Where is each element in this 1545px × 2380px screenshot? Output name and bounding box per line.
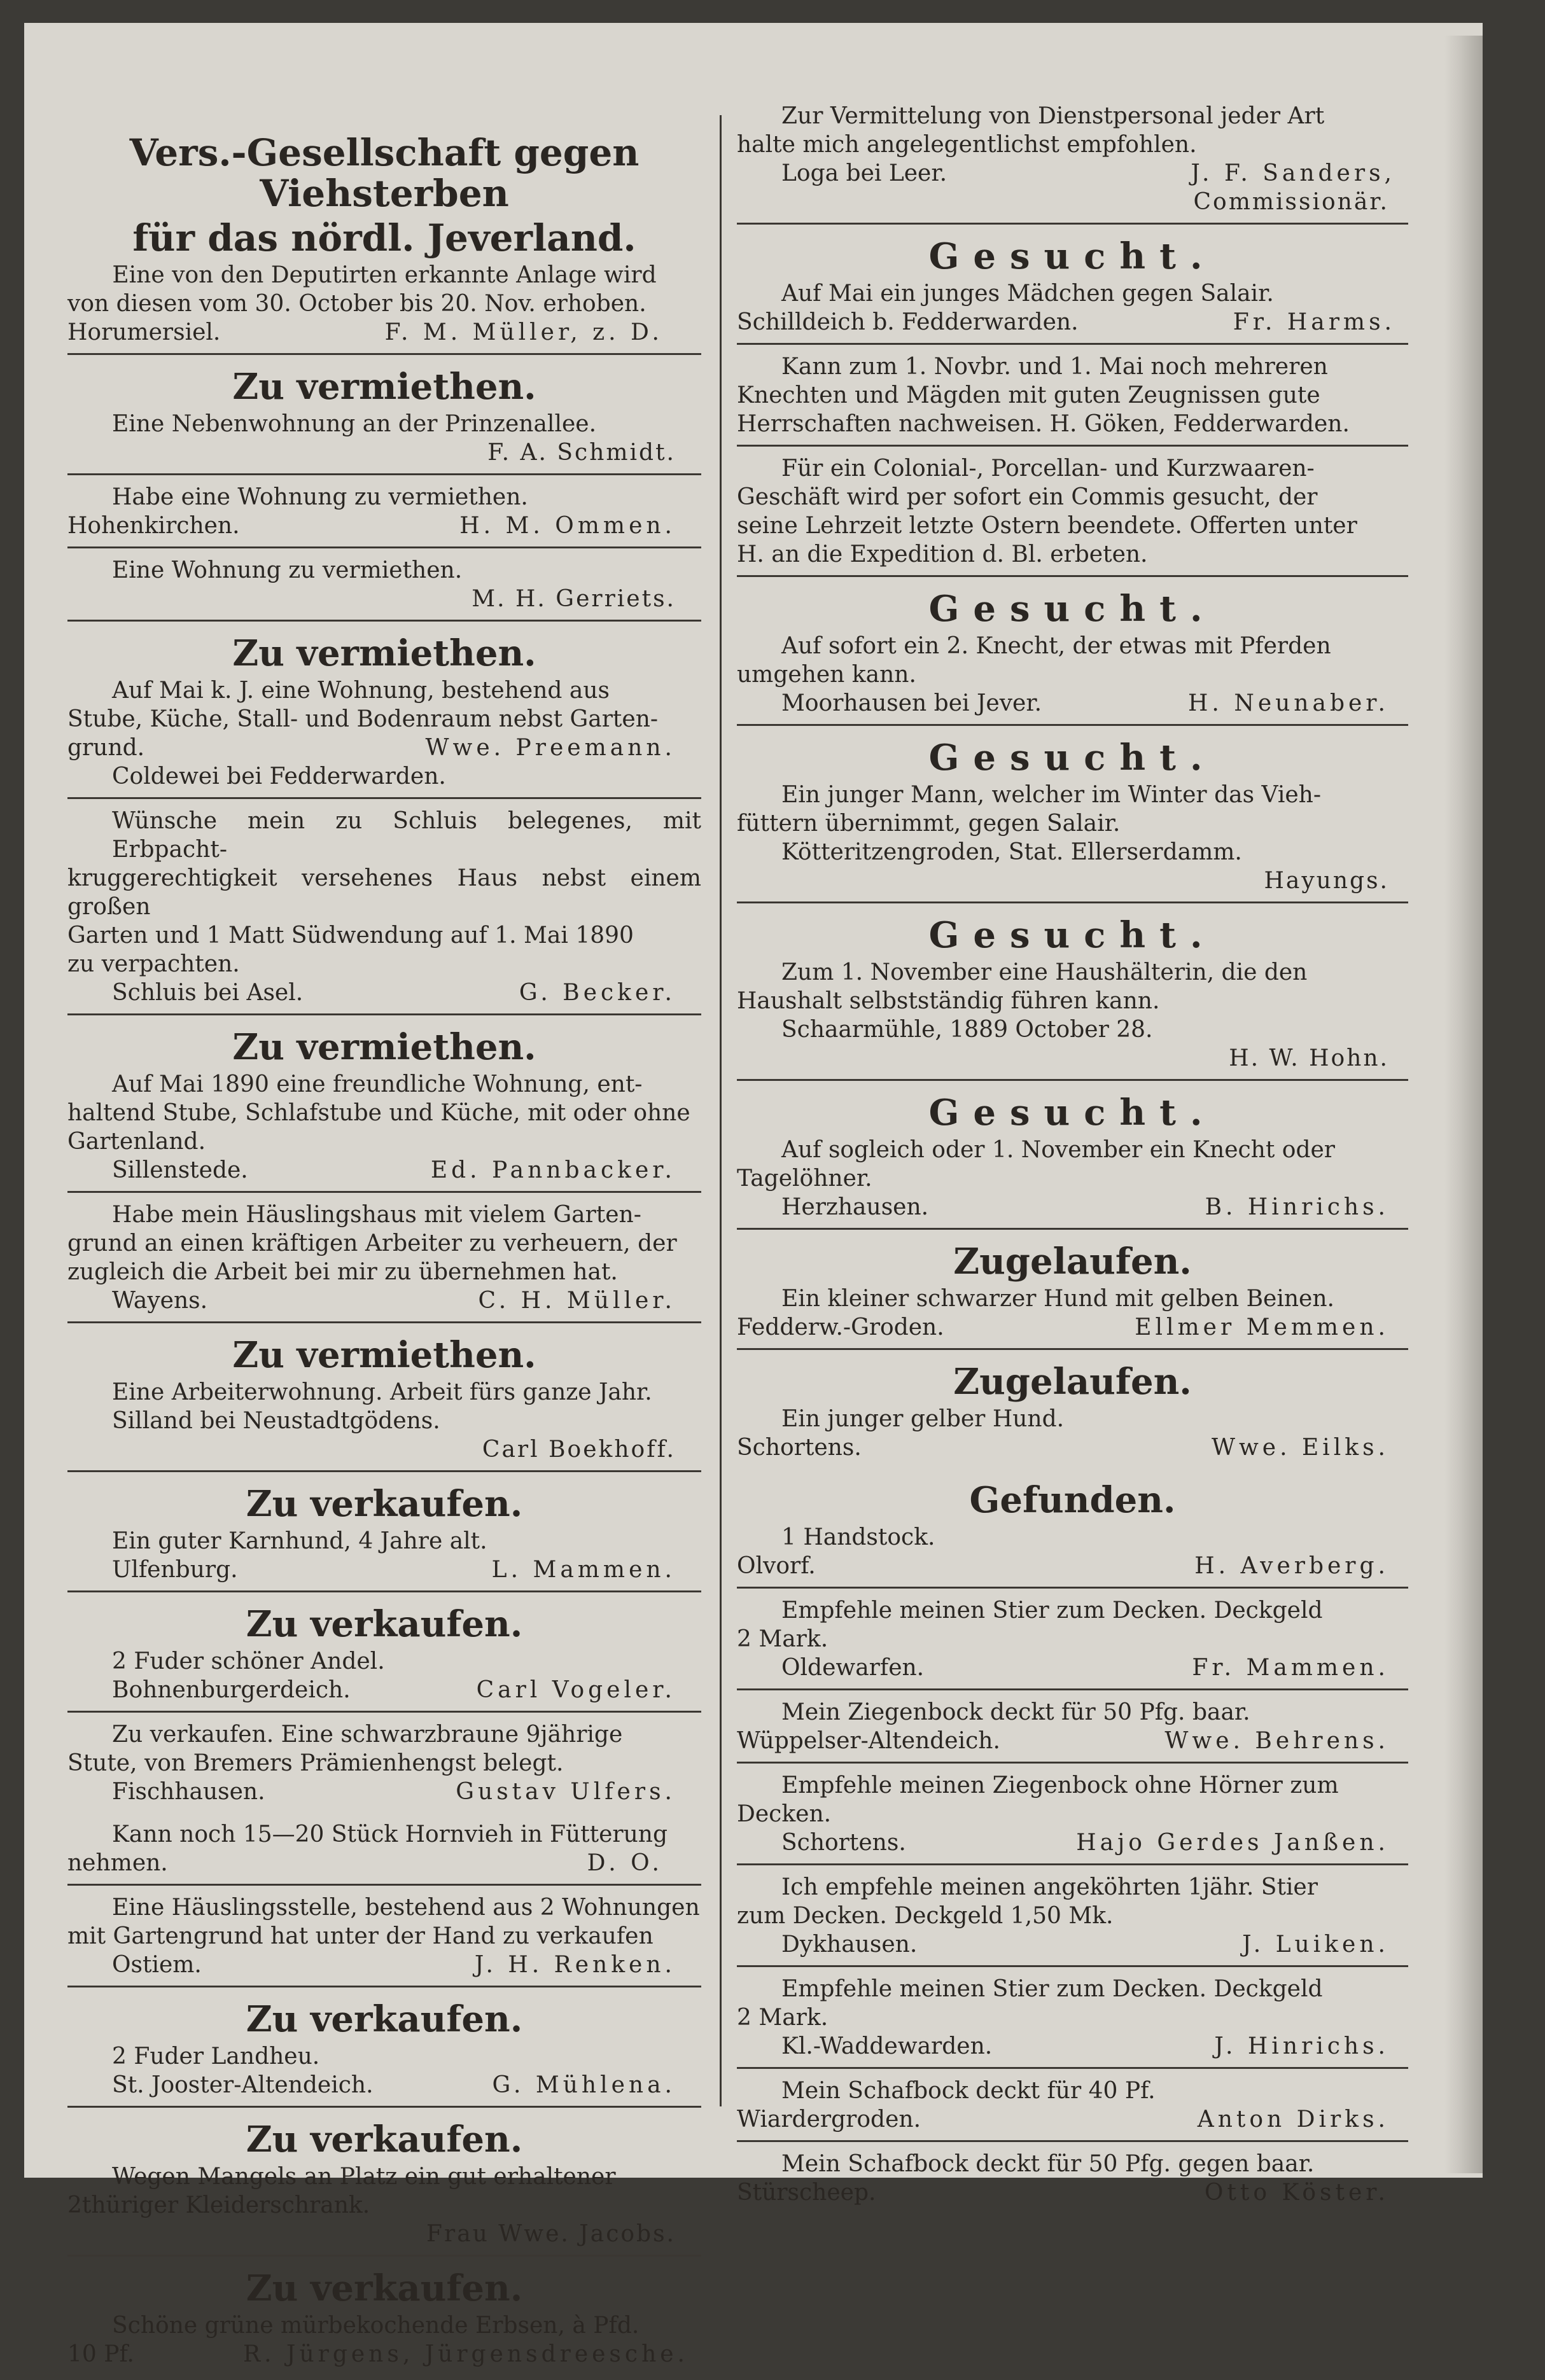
ad-name: Carl Vogeler.	[476, 1677, 676, 1703]
ad-place: Wiardergroden.	[737, 2106, 921, 2133]
ad-name: Fr. Harms.	[1233, 309, 1395, 335]
ad-place: Loga bei Leer.	[781, 160, 947, 186]
ad-name: H. Neunaber.	[1188, 690, 1389, 716]
ad-place: Silland bei Neustadtgödens.	[112, 1408, 440, 1434]
ad-text: Herrschaften nachweisen. H. Göken, Fedderwarden.	[737, 411, 1350, 437]
ad-signature-row	[737, 1828, 1408, 1857]
ad-place: Oldewarfen.	[781, 1655, 925, 1681]
ad-name: L. Mammen.	[491, 1557, 676, 1583]
ad-text: 2thüriger Kleiderschrank.	[67, 2192, 370, 2218]
ad-title: Commissionär.	[1193, 189, 1389, 215]
ad-name: Hajo Gerdes Janßen.	[1076, 1830, 1389, 1856]
ad-name: G. Mühlena.	[492, 2072, 676, 2098]
ad-text: Für ein Colonial-, Porcellan- und Kurzwaaren-	[781, 456, 1315, 482]
ad-gesucht-tageloehner	[737, 1086, 1408, 1230]
ad-heading: Zu verkaufen.	[246, 2267, 523, 2309]
ad-wohnung-gerriets	[67, 553, 701, 622]
ad-heading: Zu verkaufen.	[246, 1998, 523, 2040]
ad-haeuslingshaus	[67, 1198, 701, 1323]
ad-text: Ich empfehle meinen angeköhrten 1jähr. Stier	[781, 1874, 1318, 1900]
ad-gesucht-mann	[737, 731, 1408, 903]
ad-name: J. F. Sanders,	[1191, 160, 1395, 186]
ad-heading: Gesucht.	[928, 737, 1217, 779]
ad-text: Decken.	[737, 1801, 832, 1827]
ad-signature-row	[67, 734, 701, 762]
ad-nebenwohnung	[67, 360, 701, 475]
ad-text: von diesen vom 30. October bis 20. Nov. erhoben.	[67, 291, 647, 317]
ad-text: füttern übernimmt, gegen Salair.	[737, 811, 1121, 837]
ad-text: Ein kleiner schwarzer Hund mit gelben Beinen.	[781, 1286, 1334, 1312]
ad-signature-row	[737, 1552, 1408, 1580]
ad-ziegenbock-behrens	[737, 1695, 1408, 1764]
ad-schafbock-dirks	[737, 2074, 1408, 2142]
ad-text: 2 Fuder Landheu.	[112, 2043, 320, 2070]
ad-place: Kl.-Waddewarden.	[781, 2033, 993, 2059]
ad-heading: Gesucht.	[928, 1092, 1217, 1134]
ad-ziegenbock-janssen	[737, 1769, 1408, 1865]
ad-name: B. Hinrichs.	[1205, 1194, 1389, 1220]
ad-gesucht-haushaelterin	[737, 908, 1408, 1081]
ad-text: Ein guter Karnhund, 4 Jahre alt.	[112, 1528, 487, 1554]
ad-stute	[67, 1718, 701, 1813]
ad-text: 2 Mark.	[737, 2005, 828, 2031]
ad-text: Zum 1. November eine Haushälterin, die den	[781, 959, 1308, 985]
ad-karnhund	[67, 1477, 701, 1592]
ad-text: Empfehle meinen Stier zum Decken. Deckgeld	[781, 1597, 1323, 1624]
ad-price: 10 Pf.	[67, 2341, 134, 2367]
ad-gesucht-knecht	[737, 582, 1408, 726]
ad-text: Kann zum 1. Novbr. und 1. Mai noch mehreren	[781, 354, 1328, 380]
ad-name: R. Jürgens, Jürgensdreesche.	[243, 2341, 689, 2367]
ad-text: Ein junger gelber Hund.	[781, 1406, 1065, 1432]
ad-text: Gartenland.	[67, 1129, 206, 1155]
ad-text: Empfehle meinen Stier zum Decken. Deckgeld	[781, 1976, 1323, 2002]
ad-name: H. Averberg.	[1194, 1553, 1389, 1579]
ad-name: Carl Boekhoff.	[482, 1437, 676, 1463]
ad-text: haltend Stube, Schlafstube und Küche, mit oder ohne	[67, 1100, 690, 1126]
ad-name: H. W. Hohn.	[1229, 1045, 1389, 1071]
ad-text: Auf sogleich oder 1. November ein Knecht oder	[781, 1137, 1336, 1163]
ad-heading: Gesucht.	[928, 235, 1217, 277]
ad-heading: Gefunden.	[969, 1479, 1176, 1521]
ad-text: 1 Handstock.	[781, 1524, 935, 1550]
ad-text: Auf Mai ein junges Mädchen gegen Salair.	[781, 281, 1274, 307]
ad-signature-row	[67, 511, 701, 540]
ad-wohnung-ommen	[67, 480, 701, 548]
ad-place: Moorhausen bei Jever.	[781, 690, 1042, 716]
ad-heading: Zugelaufen.	[953, 1361, 1192, 1403]
ad-stier-hinrichs	[737, 1972, 1408, 2069]
ad-schafbock-koester	[737, 2147, 1408, 2213]
ad-erbsen	[67, 2262, 701, 2375]
ad-name: Wwe. Behrens.	[1164, 1728, 1389, 1754]
ad-place: Schortens.	[737, 1435, 862, 1461]
ad-text: umgehen kann.	[737, 662, 916, 688]
ad-text: Habe mein Häuslingshaus mit vielem Garten-	[112, 1202, 641, 1228]
ad-place: Schaarmühle, 1889 October 28.	[781, 1017, 1153, 1043]
ad-wohnung-pannbacker	[67, 1020, 701, 1193]
ad-name: M. H. Gerriets.	[472, 586, 676, 612]
ad-signature-row	[737, 2178, 1408, 2207]
ad-signature-row	[67, 1951, 701, 1979]
column-divider	[720, 115, 722, 2106]
ad-stier-luiken	[737, 1870, 1408, 1967]
ad-name: H. M. Ommen.	[459, 513, 676, 539]
ad-name: G. Becker.	[519, 980, 676, 1006]
ad-viehsterben	[67, 99, 701, 355]
ad-name: Wwe. Eilks.	[1211, 1435, 1389, 1461]
ad-name: Ellmer Memmen.	[1135, 1314, 1389, 1340]
ad-place: Hohenkirchen.	[67, 513, 240, 539]
ad-kleiderschrank	[67, 2113, 701, 2257]
ad-signature-row	[737, 1193, 1408, 1221]
ad-dienstpersonal	[737, 99, 1408, 225]
ad-name: Anton Dirks.	[1197, 2106, 1389, 2133]
ad-wohnung-preemann	[67, 627, 701, 799]
ad-hornvieh	[67, 1818, 701, 1886]
ad-text: H. an die Expedition d. Bl. erbeten.	[737, 541, 1148, 567]
ad-signature-row	[67, 1156, 701, 1185]
ad-signature-row	[737, 2105, 1408, 2134]
ad-place: Stürscheep.	[737, 2180, 876, 2206]
ad-name: F. A. Schmidt.	[487, 440, 676, 466]
ad-gefunden	[737, 1473, 1408, 1589]
ad-name: Gustav Ulfers.	[456, 1779, 676, 1805]
ad-place: Coldewei bei Fedderwarden.	[112, 763, 446, 790]
ad-text: Wünsche mein zu Schluis belegenes, mit Erbpacht-	[112, 808, 701, 863]
ad-text: Mein Schafbock deckt für 50 Pfg. gegen baar.	[781, 2151, 1315, 2177]
ad-arbeiterwohnung	[67, 1328, 701, 1472]
ad-place: Horumersiel.	[67, 319, 221, 345]
ad-text: Habe eine Wohnung zu vermiethen.	[112, 484, 528, 510]
ad-name: Wwe. Preemann.	[425, 735, 676, 761]
ad-haus-verpachten	[67, 804, 701, 1015]
ad-place: Ostiem.	[112, 1952, 202, 1978]
ad-text: Haushalt selbstständig führen kann.	[737, 988, 1160, 1014]
ad-text: Eine von den Deputirten erkannte Anlage wird	[112, 262, 657, 288]
ad-text: 2 Fuder schöner Andel.	[112, 1648, 385, 1674]
ad-text: Knechten und Mägden mit guten Zeugnissen gute	[737, 382, 1320, 408]
ad-signature-row	[737, 1653, 1408, 1682]
ad-text: Eine Nebenwohnung an der Prinzenallee.	[112, 411, 597, 437]
ad-text: Geschäft wird per sofort ein Commis gesucht, der	[737, 484, 1318, 510]
ad-place: Fischhausen.	[112, 1779, 265, 1805]
ad-place: Dykhausen.	[781, 1931, 918, 1958]
ad-place: Olvorf.	[737, 1553, 816, 1579]
ad-text: Stute, von Bremers Prämienhengst belegt.	[67, 1750, 564, 1776]
newspaper-page	[24, 23, 1483, 2367]
ad-text: Mein Schafbock deckt für 40 Pf.	[781, 2078, 1156, 2104]
ad-text: Mein Ziegenbock deckt für 50 Pfg. baar.	[781, 1699, 1250, 1725]
ad-text: grund an einen kräftigen Arbeiter zu verheuern, der	[67, 1230, 677, 1256]
ad-andel	[67, 1597, 701, 1713]
ad-heading: Gesucht.	[928, 588, 1217, 630]
ad-zugelaufen-schwarz	[737, 1235, 1408, 1350]
ad-place: Ulfenburg.	[112, 1557, 238, 1583]
ad-name: C. H. Müller.	[478, 1288, 676, 1314]
left-column	[67, 99, 701, 2380]
ad-signature-row	[67, 318, 701, 347]
ad-name: J. Hinrichs.	[1214, 2033, 1389, 2059]
ad-place: Schluis bei Asel.	[112, 980, 304, 1006]
ad-signature-row	[67, 2340, 701, 2369]
ad-heading: Zu verkaufen.	[246, 2119, 523, 2161]
ad-text: Auf Mai k. J. eine Wohnung, bestehend aus	[112, 678, 610, 704]
ad-text: Stube, Küche, Stall- und Bodenraum nebst Garten-	[67, 706, 659, 732]
ad-heading: Zu vermiethen.	[232, 1334, 536, 1376]
ad-heading: Gesucht.	[928, 914, 1217, 956]
ad-text: Zu verkaufen. Eine schwarzbraune 9jährige	[112, 1722, 623, 1748]
ad-name: Frau Wwe. Jacobs.	[426, 2221, 676, 2247]
ad-name: Otto Köster.	[1204, 2180, 1389, 2206]
ad-text: Eine Wohnung zu vermiethen.	[112, 557, 463, 583]
ad-signature-row	[67, 1555, 701, 1584]
ad-signature-row	[67, 978, 701, 1007]
ad-name: F. M. Müller, z. D.	[384, 319, 663, 345]
ad-signature-row	[737, 1433, 1408, 1462]
ad-text: 2 Mark.	[737, 1626, 828, 1652]
ad-signature-row	[737, 308, 1408, 337]
ad-text: zu verpachten.	[67, 951, 240, 977]
ad-text: Wegen Mangels an Platz ein gut erhaltener	[112, 2164, 616, 2190]
ad-name: J. Luiken.	[1242, 1931, 1389, 1958]
ad-text: Auf Mai 1890 eine freundliche Wohnung, ent-	[112, 1071, 643, 1097]
ad-text: Ein junger Mann, welcher im Winter das Vieh-	[781, 782, 1322, 808]
ad-name: Ed. Pannbacker.	[430, 1157, 676, 1183]
ad-signature-row	[67, 1676, 701, 1704]
ad-text: Auf sofort ein 2. Knecht, der etwas mit Pferden	[781, 633, 1331, 659]
ad-name: D. O.	[587, 1850, 663, 1876]
ad-title: Vers.-Gesellschaft gegen Viehsterben	[129, 131, 640, 215]
ad-text: zum Decken. Deckgeld 1,50 Mk.	[737, 1903, 1114, 1929]
ad-heading: Zu vermiethen.	[232, 1026, 536, 1068]
ad-place: Herzhausen.	[781, 1194, 929, 1220]
ad-place: St. Jooster-Altendeich.	[112, 2072, 374, 2098]
ad-text: mit Gartengrund hat unter der Hand zu verkaufen	[67, 1923, 654, 1949]
ad-text: zugleich die Arbeit bei mir zu übernehmen hat.	[67, 1259, 618, 1285]
ad-signature-row	[67, 1286, 701, 1315]
ad-place: Kötteritzengroden, Stat. Ellerserdamm.	[781, 839, 1242, 865]
ad-heading: Zugelaufen.	[953, 1241, 1192, 1283]
ad-place: Wüppelser-Altendeich.	[737, 1728, 1000, 1754]
ad-stier-mammen	[737, 1594, 1408, 1690]
ad-heading: Zu verkaufen.	[246, 1483, 523, 1525]
ad-name: J. H. Renken.	[474, 1952, 676, 1978]
ad-commis	[737, 452, 1408, 577]
ad-text: Kann noch 15—20 Stück Hornvieh in Fütterung	[112, 1821, 668, 1848]
ad-text: grund.	[67, 735, 145, 761]
ad-place: Schortens.	[781, 1830, 906, 1856]
ad-text: seine Lehrzeit letzte Ostern beendete. Offerten unter	[737, 513, 1357, 539]
ad-signature-row	[67, 1849, 701, 1877]
ad-text: nehmen.	[67, 1850, 168, 1876]
ad-text: kruggerechtigkeit versehenes Haus nebst einem großen	[67, 865, 701, 920]
ad-haeuslingsstelle	[67, 1891, 701, 1987]
ad-zugelaufen-gelb	[737, 1355, 1408, 1468]
ad-heading: Zu verkaufen.	[246, 1603, 523, 1645]
ad-signature-row	[67, 2071, 701, 2099]
ad-signature-row	[737, 1313, 1408, 1342]
ad-heading: Zu vermiethen.	[232, 366, 536, 408]
right-column	[737, 99, 1408, 2218]
ad-landheu	[67, 1993, 701, 2108]
ad-text: Eine Arbeiterwohnung. Arbeit fürs ganze Jahr.	[112, 1379, 652, 1405]
ad-signature-row	[737, 2032, 1408, 2061]
ad-text: halte mich angelegentlichst empfohlen.	[737, 132, 1197, 158]
page-edge	[1444, 36, 1483, 2173]
ad-place: Sillenstede.	[112, 1157, 248, 1183]
ad-text: Tagelöhner.	[737, 1166, 872, 1192]
ad-text: Zur Vermittelung von Dienstpersonal jeder Art	[781, 103, 1325, 129]
ad-signature-row	[67, 1778, 701, 1806]
ad-place: Schilldeich b. Fedderwarden.	[737, 309, 1079, 335]
ad-place: Wayens.	[112, 1288, 208, 1314]
ad-knechte-maegde	[737, 350, 1408, 447]
ad-name: Hayungs.	[1264, 868, 1389, 894]
ad-text: Schöne grüne mürbekochende Erbsen, à Pfd.	[112, 2313, 640, 2339]
ad-signature-row	[737, 1930, 1408, 1959]
ad-gesucht-maedchen	[737, 230, 1408, 345]
ad-text: Empfehle meinen Ziegenbock ohne Hörner zum	[781, 1772, 1339, 1799]
ad-heading: Zu vermiethen.	[232, 632, 536, 674]
ad-signature-row	[737, 689, 1408, 718]
ad-name: Fr. Mammen.	[1192, 1655, 1389, 1681]
ad-place: Fedderw.-Groden.	[737, 1314, 944, 1340]
ad-text: Eine Häuslingsstelle, bestehend aus 2 Wohnungen	[112, 1895, 700, 1921]
ad-place: Bohnenburgerdeich.	[112, 1677, 351, 1703]
ad-signature-row	[737, 1727, 1408, 1755]
ad-text: Garten und 1 Matt Südwendung auf 1. Mai 1890	[67, 922, 634, 949]
ad-title: für das nördl. Jeverland.	[132, 216, 636, 260]
ad-signature-row	[737, 159, 1408, 188]
